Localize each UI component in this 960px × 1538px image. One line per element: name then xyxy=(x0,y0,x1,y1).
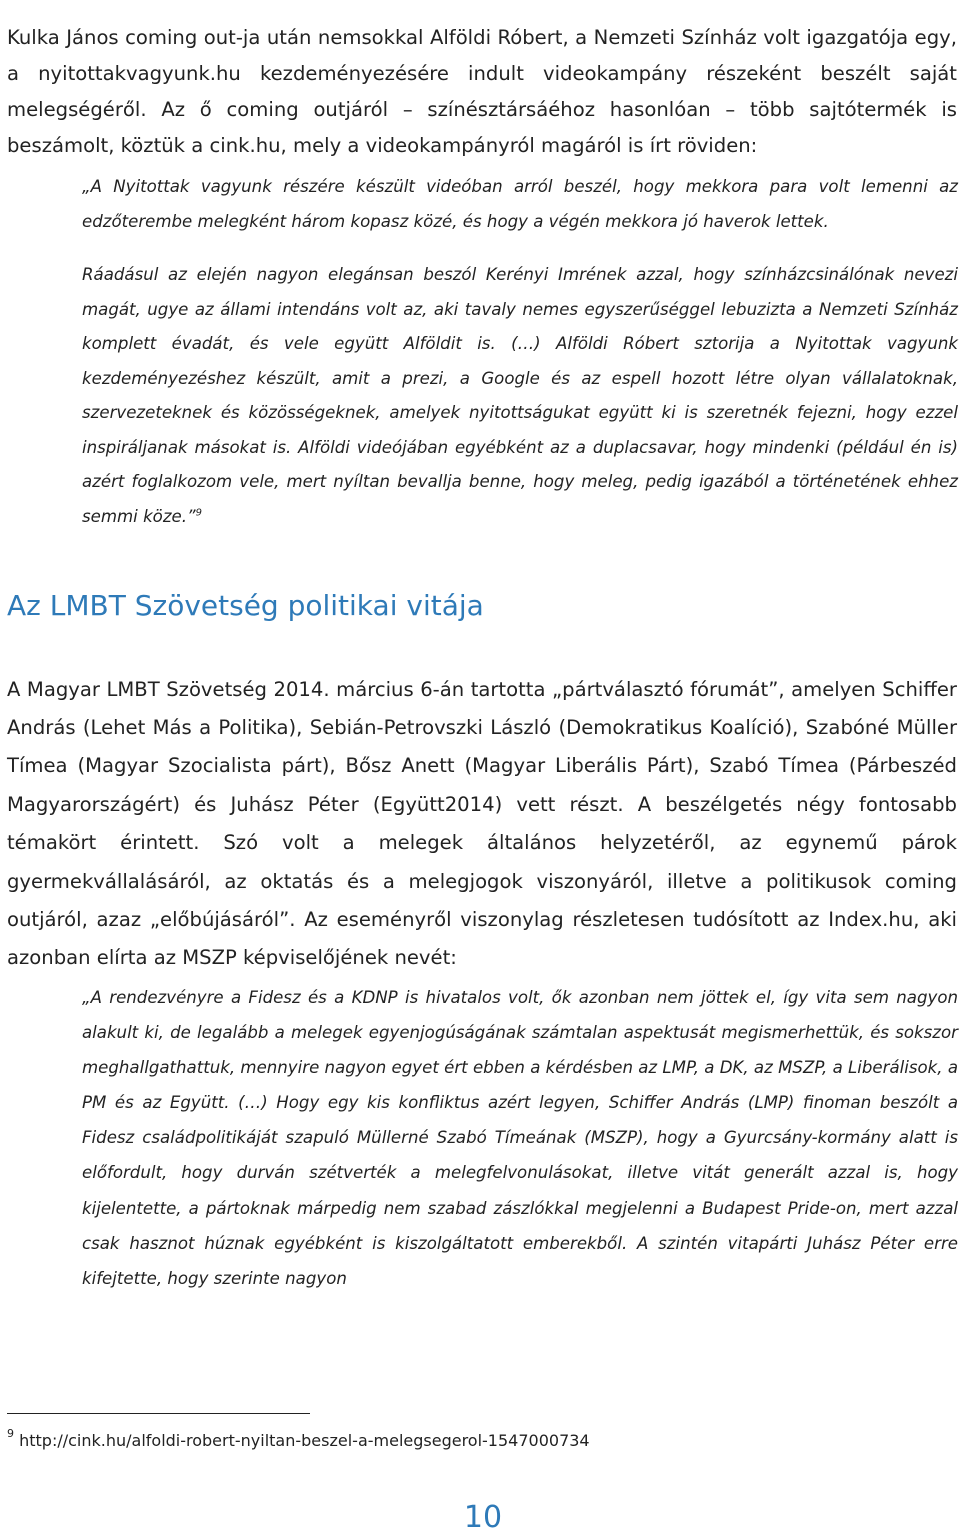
footnote-number: 9 xyxy=(7,1427,14,1440)
footnote-divider xyxy=(7,1413,310,1414)
footnote-reference: 9 xyxy=(195,506,202,518)
quote-paragraph-cink-2 xyxy=(82,258,958,534)
quote-paragraph-index: „A rendezvényre a Fidesz és a KDNP is hivatalos volt, ők azonban nem jöttek el, így vita sem nagyon alakult ki, de legalább a melegek egyenjogúságának számtalan aspektusát megismerhettük, és sokszor meghallgathattuk, mennyire nagyon egyet ért ebben a kérdésben az LMP, a DK, az MSZP, a Liberálisok, a PM és az Együtt. (…) Hogy egy kis konfliktus azért legyen, Schiffer András (LMP) finoman beszólt a Fidesz családpolitikáját szapuló Müllerné Szabó Tímeának (MSZP), hogy a Gyurcsány-kormány alatt is előfordult, hogy durván szétverték a melegfelvonulásokat, illetve vitát generált azzal is, hogy kijelentette, a pártoknak márpedig nem szabad zászlókkal megjelenni a Budapest Pride-on, mert azzal csak hasznot húznak egyébként is kiszolgáltatott emberekből. A szintén vitapárti Juhász Péter erre kifejtette, hogy szerinte nagyon xyxy=(82,988,958,1288)
quote-text: Ráadásul az elején nagyon elegánsan beszól Kerényi Imrének azzal, hogy színházcsinálónak nevezi magát, ugye az állami intendáns volt az, aki tavaly nemes egyszerűséggel lebuzizta a Nemzeti Színház komplett évadát, és vele együtt Alföldit is. (…) Alföldi Róbert sztorija a Nyitottak vagyunk kezdeményezéshez készült, amit a prezi, a Google és az espell hozott létre olyan vállalatoknak, szervezeteknek és közösségeknek, amelyek nyitottságukat együtt ki is szeretnék fejezni, hogy ezzel inspiráljanak másokat is. Alföldi videójában egyébként az a duplacsavar, hogy mindenki (például én is) azért foglalkozom vele, mert nyíltan bevallja benne, hogy meleg, pedig igazából a történetének ehhez semmi köze.” xyxy=(82,265,958,526)
footnote-link[interactable]: http://cink.hu/alfoldi-robert-nyiltan-beszel-a-melegsegerol-1547000734 xyxy=(19,1431,590,1450)
page-number: 10 xyxy=(463,1500,503,1535)
quote-paragraph-cink-1: „A Nyitottak vagyunk részére készült videóban arról beszél, hogy mekkora para volt lemenni az edzőterembe melegként három kopasz közé, és hogy a végén mekkora jó haverok lettek. xyxy=(82,177,958,231)
section-heading: Az LMBT Szövetség politikai vitája xyxy=(7,589,484,622)
footnote xyxy=(7,1428,590,1454)
body-paragraph-forum: A Magyar LMBT Szövetség 2014. március 6-án tartotta „pártválasztó fórumát”, amelyen Schiffer András (Lehet Más a Politika), Sebián-Petrovszki László (Demokratikus Koalíció), Szabóné Müller Tímea (Magyar Szocialista párt), Bősz Anett (Magyar Liberális Párt), Szabó Tímea (Párbeszéd Magyarországért) és Juhász Péter (Együtt2014) vett részt. A beszélgetés négy fontosabb témakört érintett. Szó volt a melegek általános helyzetéről, az egynemű párok gyermekvállalásáról, az oktatás és a melegjogok viszonyáról, illetve a politikusok coming outjáról, azaz „előbújásáról”. Az eseményről viszonylag részletesen tudósított az Index.hu, aki azonban elírta az MSZP képviselőjének nevét: xyxy=(7,677,957,970)
body-paragraph-intro: Kulka János coming out-ja után nemsokkal Alföldi Róbert, a Nemzeti Színház volt igazgatója egy, a nyitottakvagyunk.hu kezdeményezésére indult videokampány részeként beszélt saját melegségéről. Az ő coming outjáról – színésztársáéhoz hasonlóan – több sajtótermék is beszámolt, köztük a cink.hu, mely a videokampányról magáról is írt röviden: xyxy=(7,25,957,157)
